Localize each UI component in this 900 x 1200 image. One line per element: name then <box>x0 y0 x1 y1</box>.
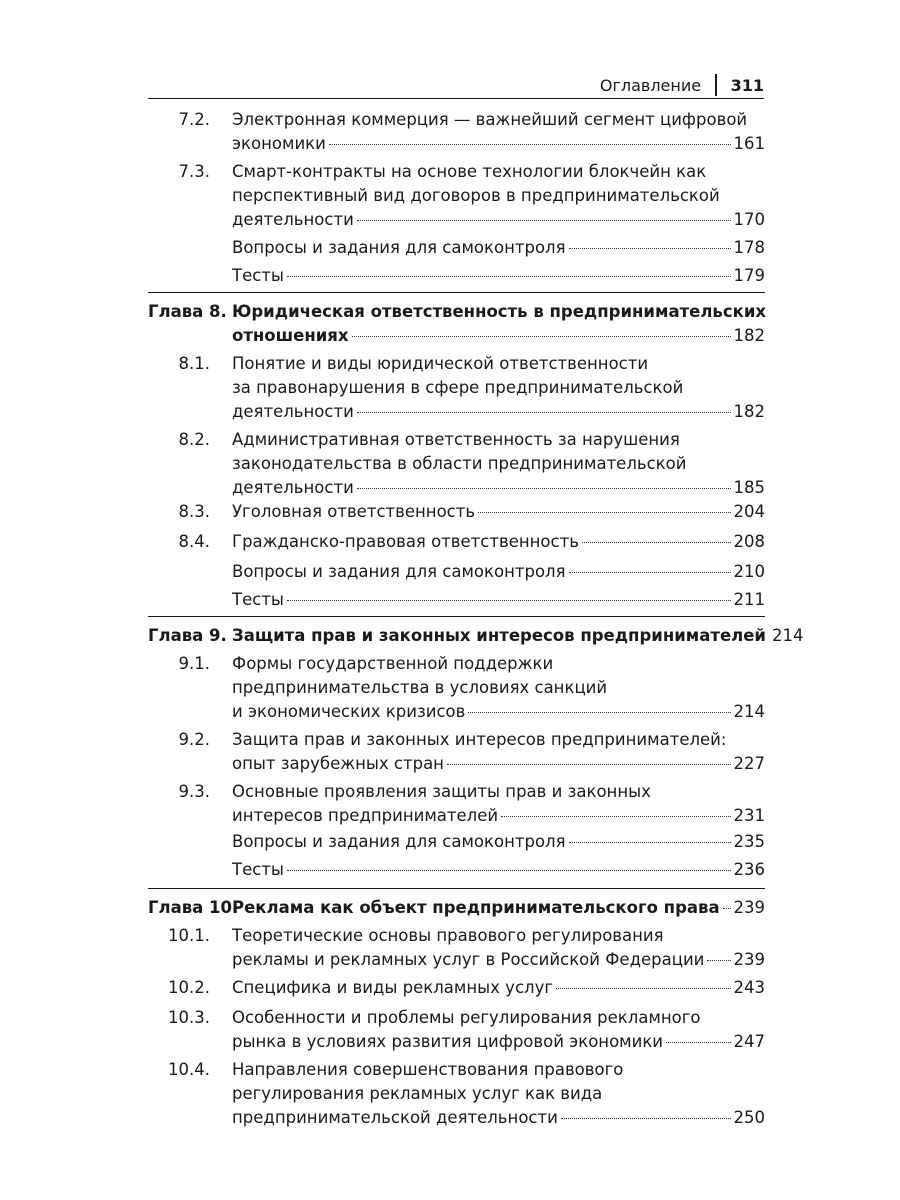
entry-title-last-line <box>232 530 765 554</box>
entry-page-number: 236 <box>733 860 765 879</box>
entry-page-number: 208 <box>733 532 765 551</box>
entry-title-line: Основные проявления защиты прав и законных <box>232 782 651 801</box>
entry-title-last-line <box>232 588 765 612</box>
toc-entry[interactable] <box>0 560 900 584</box>
entry-title-last-line <box>232 324 765 348</box>
entry-number: 10.3. <box>168 1008 210 1027</box>
entry-page-number: 182 <box>733 326 765 345</box>
entry-title-line: за правонарушения в сфере предпринимательской <box>232 378 684 397</box>
dot-leader <box>468 712 730 713</box>
entry-title <box>232 264 765 288</box>
chapter-divider <box>148 292 765 293</box>
entry-title-last-line <box>232 896 765 920</box>
dot-leader <box>501 816 730 817</box>
entry-title <box>232 500 765 524</box>
dot-leader <box>569 572 731 573</box>
entry-number: 10.1. <box>168 926 210 945</box>
entry-title-line: законодательства в области предпринимательской <box>232 454 687 473</box>
toc-entry[interactable] <box>0 652 900 724</box>
dot-leader <box>357 220 731 221</box>
entry-title-last-line <box>232 858 765 882</box>
entry-title <box>232 236 765 260</box>
entry-page-number: 235 <box>733 832 765 851</box>
dot-leader <box>723 908 731 909</box>
entry-title <box>232 830 765 854</box>
entry-title-last-line <box>232 236 765 260</box>
entry-title <box>232 160 765 232</box>
toc-entry[interactable] <box>0 264 900 288</box>
dot-leader <box>357 412 731 413</box>
entry-title-line: Вопросы и задания для самоконтроля <box>232 238 566 257</box>
entry-title-last-line <box>232 700 765 724</box>
entry-number: 8.3. <box>178 502 210 521</box>
entry-title-line: Особенности и проблемы регулирования рекламного <box>232 1008 701 1027</box>
dot-leader <box>329 144 731 145</box>
entry-page-number: 231 <box>733 806 765 825</box>
entry-title <box>232 924 765 972</box>
entry-number: Глава 10. <box>148 898 239 917</box>
entry-title-line: Вопросы и задания для самоконтроля <box>232 832 566 851</box>
toc-entry[interactable] <box>0 976 900 1000</box>
dot-leader <box>707 960 730 961</box>
entry-title-last-line <box>232 132 765 156</box>
entry-title-line: и экономических кризисов <box>232 702 466 721</box>
entry-number: Глава 9. <box>148 626 227 645</box>
toc-entry[interactable] <box>0 830 900 854</box>
dot-leader <box>666 1042 730 1043</box>
entry-title-line: перспективный вид договоров в предпринимательской <box>232 186 720 205</box>
entry-title-last-line <box>232 208 765 232</box>
entry-number: 8.1. <box>178 354 210 373</box>
chapter-divider <box>148 888 765 889</box>
header-rule <box>148 98 764 99</box>
entry-title-line: Понятие и виды юридической ответственности <box>232 354 649 373</box>
entry-page-number: 182 <box>733 402 765 421</box>
entry-title-line: Тесты <box>232 590 284 609</box>
entry-title-line: Гражданско-правовая ответственность <box>232 532 579 551</box>
toc-entry[interactable] <box>0 500 900 524</box>
entry-title-line: Тесты <box>232 860 284 879</box>
toc-entry[interactable] <box>0 108 900 156</box>
dot-leader <box>287 600 731 601</box>
dot-leader <box>569 842 731 843</box>
entry-title-line: Теоретические основы правового регулирования <box>232 926 664 945</box>
dot-leader <box>447 764 731 765</box>
entry-title <box>232 530 765 554</box>
entry-page-number: 170 <box>733 210 765 229</box>
entry-page-number: 214 <box>733 702 765 721</box>
entry-title-line: опыт зарубежных стран <box>232 754 444 773</box>
entry-title <box>232 976 765 1000</box>
entry-title-last-line <box>232 830 765 854</box>
header-separator <box>715 74 717 96</box>
running-header <box>600 72 764 98</box>
dot-leader <box>357 488 731 489</box>
entry-title-line: Административная ответственность за нарушения <box>232 430 680 449</box>
entry-title-line: Вопросы и задания для самоконтроля <box>232 562 566 581</box>
entry-number: Глава 8. <box>148 302 227 321</box>
dot-leader <box>569 248 731 249</box>
toc-chapter[interactable] <box>0 896 900 920</box>
entry-title-line: Направления совершенствования правового <box>232 1060 624 1079</box>
entry-title-last-line <box>232 1030 765 1054</box>
toc-entry[interactable] <box>0 1058 900 1130</box>
dot-leader <box>556 988 730 989</box>
entry-title <box>232 300 765 348</box>
dot-leader <box>582 542 731 543</box>
entry-title-last-line <box>232 560 765 584</box>
running-header-section: Оглавление <box>599 75 702 95</box>
entry-page-number: 179 <box>733 266 765 285</box>
dot-leader <box>287 276 731 277</box>
entry-page-number: 239 <box>733 898 765 917</box>
entry-title <box>232 1058 765 1130</box>
entry-title-line: Защита прав и законных интересов предпринимателей: <box>232 730 727 749</box>
toc-entry[interactable] <box>0 1006 900 1054</box>
entry-title-line: экономики <box>232 134 326 153</box>
entry-title-line: регулирования рекламных услуг как вида <box>232 1084 603 1103</box>
dot-leader <box>352 336 731 337</box>
entry-number: 9.1. <box>178 654 210 673</box>
entry-title-last-line <box>232 264 765 288</box>
entry-title <box>232 652 765 724</box>
entry-title-line: деятельности <box>232 210 354 229</box>
entry-page-number: 185 <box>733 478 765 497</box>
entry-number: 10.4. <box>168 1060 210 1079</box>
entry-page-number: 204 <box>733 502 765 521</box>
entry-title <box>232 428 765 500</box>
entry-title-line: предпринимательской деятельности <box>232 1108 558 1127</box>
entry-title-line: Формы государственной поддержки <box>232 654 554 673</box>
entry-page-number: 178 <box>733 238 765 257</box>
entry-title <box>232 896 765 920</box>
dot-leader <box>478 512 730 513</box>
entry-title <box>232 858 765 882</box>
entry-number: 10.2. <box>168 978 210 997</box>
dot-leader <box>287 870 731 871</box>
toc-chapter[interactable] <box>0 300 900 348</box>
entry-page-number: 239 <box>733 950 765 969</box>
entry-number: 7.3. <box>178 162 210 181</box>
entry-title-line: Реклама как объект предпринимательского права <box>232 898 720 917</box>
toc-chapter[interactable] <box>0 624 900 648</box>
toc-entry[interactable] <box>0 352 900 424</box>
entry-title-line: интересов предпринимателей <box>232 806 499 825</box>
entry-title <box>232 108 765 156</box>
toc-entry[interactable] <box>0 728 900 776</box>
entry-title-line: Специфика и виды рекламных услуг <box>232 978 554 997</box>
entry-page-number: 211 <box>733 590 765 609</box>
entry-number: 9.2. <box>178 730 210 749</box>
entry-title-line: Смарт-контракты на основе технологии блокчейн как <box>232 162 707 181</box>
toc-entry[interactable] <box>0 160 900 232</box>
entry-number: 8.2. <box>178 430 210 449</box>
entry-title-line: предпринимательства в условиях санкций <box>232 678 608 697</box>
entry-page-number: 247 <box>733 1032 765 1051</box>
entry-number: 9.3. <box>178 782 210 801</box>
entry-title <box>232 352 765 424</box>
toc-entry[interactable] <box>0 428 900 500</box>
entry-title-last-line <box>232 500 765 524</box>
entry-title-last-line <box>232 400 765 424</box>
entry-page-number: 243 <box>733 978 765 997</box>
entry-title-last-line <box>232 948 765 972</box>
entry-page-number: 214 <box>772 626 804 645</box>
entry-title <box>232 588 765 612</box>
entry-title-line: отношениях <box>232 326 349 345</box>
entry-number: 7.2. <box>178 110 210 129</box>
entry-title-line: Электронная коммерция — важнейший сегмент цифровой <box>232 110 748 129</box>
dot-leader <box>561 1118 731 1119</box>
toc-entry[interactable] <box>0 236 900 260</box>
entry-title-line: рынка в условиях развития цифровой экономики <box>232 1032 664 1051</box>
toc-entry[interactable] <box>0 780 900 828</box>
entry-title-last-line <box>232 752 765 776</box>
entry-page-number: 227 <box>733 754 765 773</box>
toc-entry[interactable] <box>0 588 900 612</box>
toc-entry[interactable] <box>0 530 900 554</box>
entry-title <box>232 624 804 648</box>
entry-title-last-line <box>232 804 765 828</box>
entry-title-line: деятельности <box>232 478 354 497</box>
entry-title <box>232 728 765 776</box>
entry-title-line: рекламы и рекламных услуг в Российской Федерации <box>232 950 705 969</box>
entry-page-number: 250 <box>733 1108 765 1127</box>
entry-title <box>232 560 765 584</box>
entry-number: 8.4. <box>178 532 210 551</box>
entry-title-last-line <box>232 1106 765 1130</box>
entry-page-number: 210 <box>733 562 765 581</box>
entry-title-line: Тесты <box>232 266 284 285</box>
entry-title-last-line <box>232 624 804 648</box>
entry-title-line: Защита прав и законных интересов предпринимателей <box>232 626 766 645</box>
entry-title-line: Уголовная ответственность <box>232 502 476 521</box>
toc-entry[interactable] <box>0 924 900 972</box>
entry-title-last-line <box>232 976 765 1000</box>
entry-title-last-line <box>232 476 765 500</box>
entry-title <box>232 780 765 828</box>
entry-title-line: деятельности <box>232 402 354 421</box>
entry-title-line: Юридическая ответственность в предпринимательских <box>232 302 767 321</box>
entry-title <box>232 1006 765 1054</box>
chapter-divider <box>148 616 765 617</box>
toc-entry[interactable] <box>0 858 900 882</box>
page-number: 311 <box>730 75 764 95</box>
entry-page-number: 161 <box>733 134 765 153</box>
